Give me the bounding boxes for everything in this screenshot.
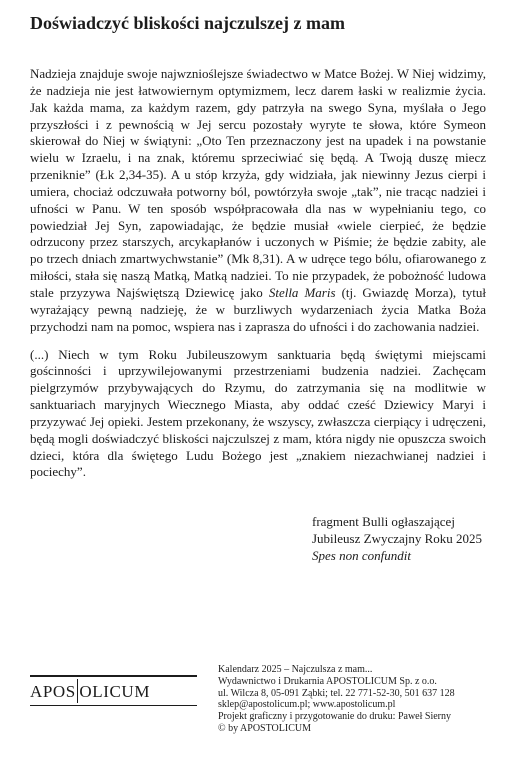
footer-line-6: © by APOSTOLICUM <box>218 722 311 734</box>
publisher-info <box>218 664 508 735</box>
logo-text-part-2: OLICUM <box>79 682 151 701</box>
footer-line-1: Kalendarz 2025 – Najczulsza z mam... <box>218 664 373 675</box>
footer-line-3: ul. Wilcza 8, 05-091 Ząbki; tel. 22 771-52-30, 501 637 128 <box>218 687 455 699</box>
footer-line-4: sklep@apostolicum.pl; www.apostolicum.pl <box>218 699 396 711</box>
signature-line-1: fragment Bulli ogłaszającej <box>312 514 455 529</box>
paragraph-1-text: Nadzieja znajduje swoje najwznioślejsze świadectwo w Matce Bożej. W Niej widzimy, że nadzieja nie jest łatwowiernym optymizmem, lecz darem łaski w realizmie życia. Jak każda mama, za każdym razem, gdy patrzyła na swego Syna, myślała o Jego przyszłości i z pewnością w Jej sercu pozostały wyryte te słowa, które Symeon skierował do Niej w świątyni: „Oto Ten przeznaczony jest na upadek i na powstanie wielu w Izraelu, i na znak, któremu sprzeciwiać się będą. A Twoją duszę miecz przeniknie” (Łk 2,34-35). A u stóp krzyża, gdy widziała, jak niewinny Jezus cierpi i umiera, chociaż odczuwała potworny ból, powtórzyła swoje „tak”, nie tracąc nadziei i ufności w Panu. W ten sposób współpracowała dla nas w wypełnianiu tego, co powiedział Jej Syn, zapowiadając, że będzie musiał «wiele cierpieć, że będzie odrzucony przez starszych, arcykapłanów i uczonych w Piśmie; że będzie zabity, ale po trzech dniach zmartwychwstanie” (Mk 8,31). A w udręce tego bólu, ofiarowanego z miłości, stała się naszą Matką, Matką nadziei. To nie przypadek, że pobożność ludowa stale przyzywa Najświętszą Dziewicę jako <box>30 66 486 300</box>
page-title: Doświadczyć bliskości najczulszej z mam <box>30 13 345 33</box>
paragraph-1-text-end: (tj. Gwiazdę Morza), tytuł wyrażający pewną nadzieję, że w burzliwych wydarzeniach życia Matka Boża przychodzi nam na pomoc, wspiera nas i zaprasza do ufności i do zachowania nadziei. <box>30 284 487 334</box>
apostolicum-logo <box>30 676 197 705</box>
signature-line-2: Jubileusz Zwyczajny Roku 2025 <box>312 531 483 546</box>
footer-line-5: Projekt graficzny i przygotowanie do druku: Paweł Sierny <box>218 711 451 723</box>
paragraph-1 <box>30 66 486 336</box>
stella-maris-italic: Stella Maris <box>268 284 336 300</box>
body-text <box>30 66 486 481</box>
footer-line-2: Wydawnictwo i Drukarnia APOSTOLICUM Sp. z o.o. <box>218 675 437 687</box>
signature-block <box>312 513 502 564</box>
paragraph-2: (...) Niech w tym Roku Jubileuszowym sanktuaria będą świętymi miejscami gościnności i uprzywilejowanymi przestrzeniami budzenia nadziei. Zachęcam pielgrzymów przybywających do Rzymu, do zatrzymania się na modlitwie w sanktuariach maryjnych Wiecznego Miasta, aby oddać cześć Dziewicy Maryi i przyzywać Jej opieki. Jestem przekonany, że wszyscy, zwłaszcza cierpiący i udręczeni, będą mogli doświadczyć bliskości najczulszej z mam, która nigdy nie opuszcza swoich dzieci, która dla świętego Ludu Bożego jest „znakiem niezachwianej nadziei i pociechy”. <box>30 346 486 480</box>
signature-line-3: Spes non confundit <box>312 548 411 563</box>
logo-text-part-1: APOS <box>30 682 76 701</box>
